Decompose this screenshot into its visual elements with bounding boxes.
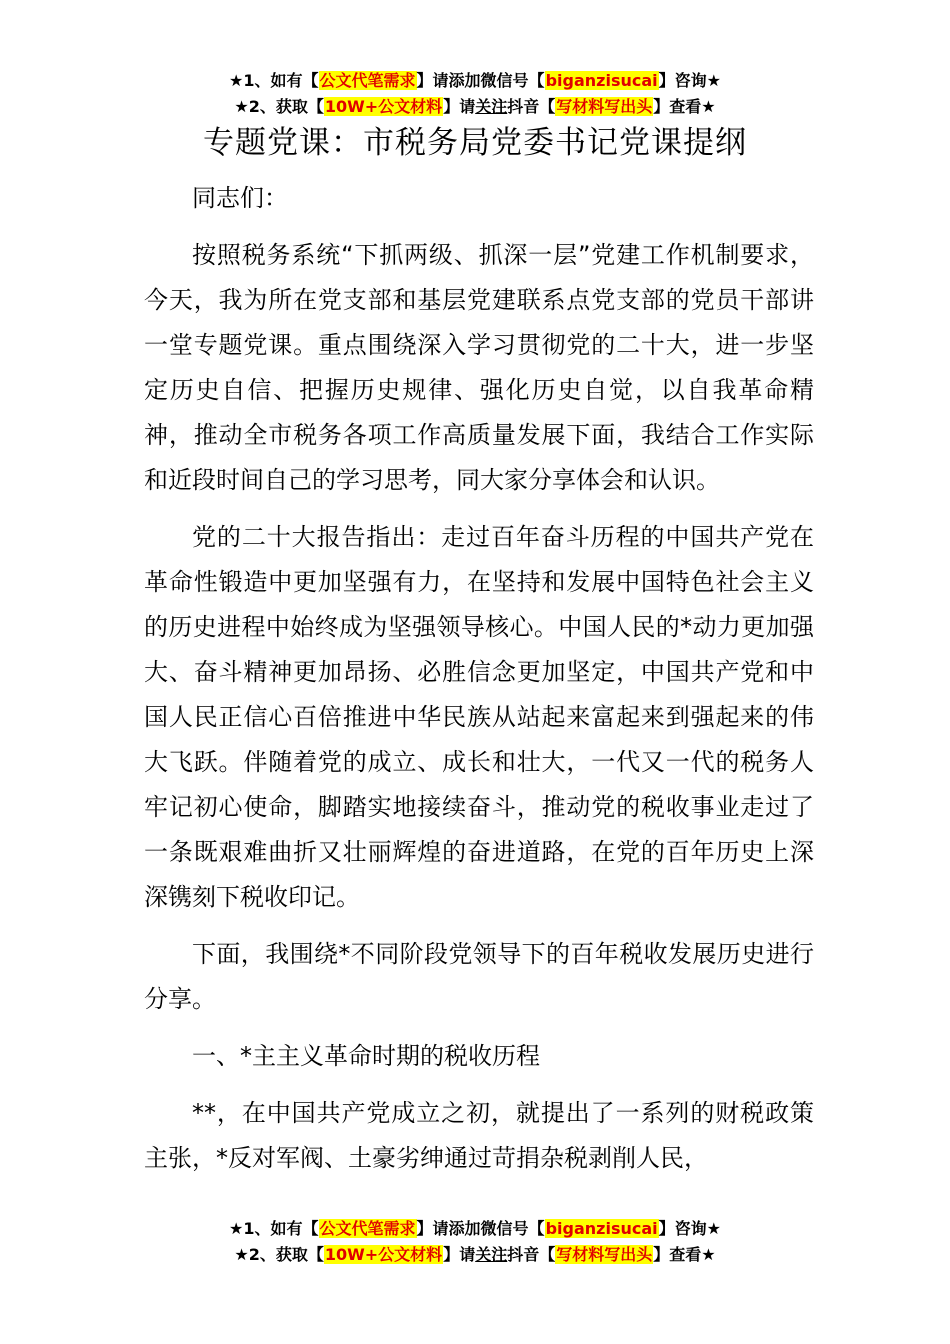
- banner-douyin-id: 写材料写出头: [556, 97, 653, 116]
- banner-text: 】查看★: [653, 97, 716, 116]
- banner-text: ★1、如有【: [229, 71, 319, 90]
- banner-text: ★2、获取【: [234, 1245, 324, 1264]
- bottom-banner: [0, 1216, 950, 1268]
- banner-highlight: 10W+公文材料: [324, 97, 443, 116]
- banner-text: 】请: [416, 71, 449, 90]
- banner-text: 】咨询★: [658, 71, 721, 90]
- document-title: 专题党课：市税务局党委书记党课提纲: [203, 125, 747, 161]
- banner-text: 】请: [416, 1219, 449, 1238]
- banner-highlight: 10W+公文材料: [324, 1245, 443, 1264]
- salutation: 同志们：: [192, 184, 288, 212]
- banner-emphasis: 添加: [448, 1219, 481, 1238]
- banner-wechat-id: biganzisucai: [545, 1219, 658, 1238]
- paragraph-gap: [144, 1022, 814, 1034]
- body-paragraph: 按照税务系统“下抓两级、抓深一层”党建工作机制要求，今天，我为所在党支部和基层党建联系点党支部的党员干部讲一堂专题党课。重点围绕深入学习贯彻党的二十大，进一步坚定历史自信、把握历史规律、强化历史自觉，以自我革命精神，推动全市税务各项工作高质量发展下面，我结合工作实际和近段时间自己的学习思考，同大家分享体会和认识。: [144, 241, 814, 494]
- paragraph-gap: [144, 221, 814, 233]
- paragraph-gap: [144, 1079, 814, 1091]
- section-heading: 一、*主主义革命时期的税收历程: [192, 1042, 540, 1070]
- banner-highlight: 公文代笔需求: [319, 71, 416, 90]
- body-paragraph: 党的二十大报告指出：走过百年奋斗历程的中国共产党在革命性锻造中更加坚强有力，在坚持和发展中国特色社会主义的历史进程中始终成为坚强领导核心。中国人民的*动力更加强大、奋斗精神更加昂扬、必胜信念更加坚定，中国共产党和中国人民正信心百倍推进中华民族从站起来富起来到强起来的伟大飞跃。伴随着党的成立、成长和壮大，一代又一代的税务人牢记初心使命，脚踏实地接续奋斗，推动党的税收事业走过了一条既艰难曲折又壮丽辉煌的奋进道路，在党的百年历史上深深镌刻下税收印记。: [144, 523, 814, 911]
- banner-text: 抖音【: [507, 1245, 556, 1264]
- banner-line-1: [0, 1216, 950, 1242]
- banner-highlight: 公文代笔需求: [319, 1219, 416, 1238]
- paragraph-gap: [144, 503, 814, 515]
- banner-emphasis: 添加: [448, 71, 481, 90]
- banner-text: 】查看★: [653, 1245, 716, 1264]
- document-body: [144, 176, 814, 1181]
- body-paragraph: **，在中国共产党成立之初，就提出了一系列的财税政策主张，*反对军阀、土豪劣绅通过苛捐杂税剥削人民，: [144, 1099, 814, 1172]
- banner-text: 抖音【: [507, 97, 556, 116]
- top-banner: [0, 68, 950, 120]
- banner-line-2: [0, 1242, 950, 1268]
- banner-wechat-id: biganzisucai: [545, 71, 658, 90]
- banner-text: 】请: [443, 1245, 476, 1264]
- banner-text: 微信号【: [480, 71, 545, 90]
- banner-emphasis: 关注: [475, 97, 508, 116]
- banner-emphasis: 关注: [475, 1245, 508, 1264]
- banner-line-1: [0, 68, 950, 94]
- banner-text: 】请: [443, 97, 476, 116]
- banner-line-2: [0, 94, 950, 120]
- banner-text: ★2、获取【: [234, 97, 324, 116]
- body-paragraph: 下面，我围绕*不同阶段党领导下的百年税收发展历史进行分享。: [144, 940, 814, 1013]
- paragraph-gap: [144, 920, 814, 932]
- banner-text: 】咨询★: [658, 1219, 721, 1238]
- banner-text: ★1、如有【: [229, 1219, 319, 1238]
- banner-text: 微信号【: [480, 1219, 545, 1238]
- banner-douyin-id: 写材料写出头: [556, 1245, 653, 1264]
